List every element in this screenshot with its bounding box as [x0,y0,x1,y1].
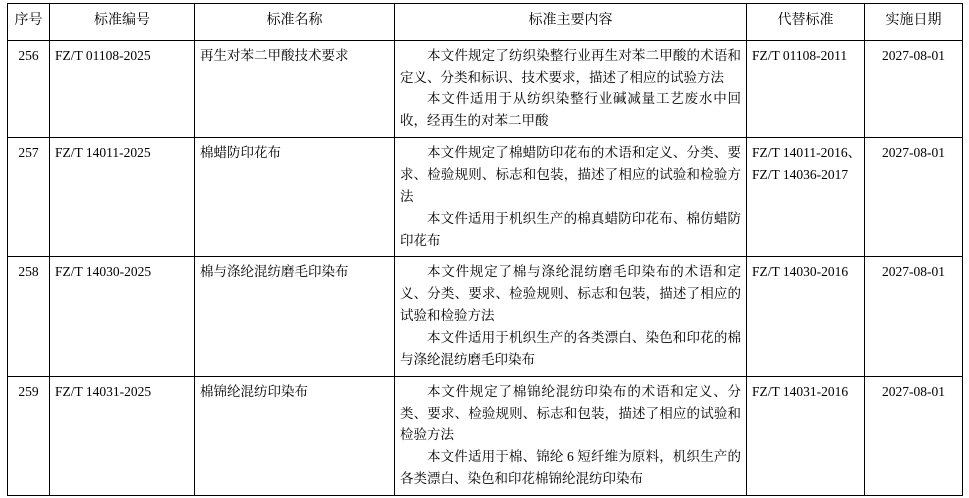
cell-replaced [747,376,865,495]
cell-content [395,376,747,495]
cell-content [395,257,747,376]
column-header-no: 序号 [8,4,50,41]
content-paragraph: 本文件适用于从纺织染整行业碱减量工艺废水中回收，经再生的对苯二甲酸 [400,91,741,129]
cell-date: 2027-08-01 [865,257,963,376]
cell-name: 棉锦纶混纺印染布 [195,376,395,495]
column-header-name: 标准名称 [195,4,395,41]
cell-no: 258 [8,257,50,376]
table-row [8,376,963,495]
column-header-code: 标准编号 [50,4,195,41]
content-paragraph: 本文件规定了棉与涤纶混纺磨毛印染布的术语和定义、分类、要求、检验规则、标志和包装，描述了相应的试验和检验方法 [400,264,741,324]
cell-no: 259 [8,376,50,495]
cell-no: 257 [8,138,50,257]
cell-date: 2027-08-01 [865,376,963,495]
table-row [8,257,963,376]
cell-content [395,40,747,137]
content-paragraph: 本文件规定了棉锦纶混纺印染布的术语和定义、分类、要求、检验规则、标志和包装，描述了相应的试验和检验方法 [400,383,741,443]
content-paragraph: 本文件规定了纺织染整行业再生对苯二甲酸的术语和定义、分类和标识、技术要求，描述了相应的试验方法 [400,47,741,85]
replaced-standard: FZ/T 14031-2016 [752,383,849,399]
table-row [8,40,963,137]
cell-name: 棉与涤纶混纺磨毛印染布 [195,257,395,376]
cell-code: FZ/T 01108-2025 [50,40,195,137]
content-paragraph: 本文件规定了棉蜡防印花布的术语和定义、分类、要求、检验规则、标志和包装，描述了相应的试验和检验方法 [400,145,741,204]
cell-name: 棉蜡防印花布 [195,138,395,257]
table-body [8,40,963,495]
standards-table [7,3,963,496]
document-page [0,3,969,498]
column-header-date: 实施日期 [865,4,963,41]
replaced-standard: FZ/T 01108-2011 [752,47,848,63]
cell-replaced [747,40,865,137]
content-paragraph: 本文件适用于棉、锦纶 6 短纤维为原料，机织生产的各类漂白、染色和印花棉锦纶混纺印染布 [400,449,741,487]
cell-content [395,138,747,257]
replaced-standard: FZ/T 14036-2017 [752,166,849,182]
cell-name: 再生对苯二甲酸技术要求 [195,40,395,137]
cell-code: FZ/T 14031-2025 [50,376,195,495]
content-paragraph: 本文件适用于机织生产的棉真蜡防印花布、棉仿蜡防印花布 [400,210,741,248]
cell-code: FZ/T 14030-2025 [50,257,195,376]
cell-replaced [747,138,865,257]
cell-date: 2027-08-01 [865,138,963,257]
cell-date: 2027-08-01 [865,40,963,137]
table-header-row [8,4,963,41]
column-header-replaced: 代替标准 [747,4,865,41]
cell-replaced [747,257,865,376]
replaced-standard: FZ/T 14030-2016 [752,264,849,280]
table-row [8,138,963,257]
cell-no: 256 [8,40,50,137]
content-paragraph: 本文件适用于机织生产的各类漂白、染色和印花的棉与涤纶混纺磨毛印染布 [400,329,741,367]
cell-code: FZ/T 14011-2025 [50,138,195,257]
column-header-content: 标准主要内容 [395,4,747,41]
table-header [8,4,963,41]
replaced-standard: FZ/T 14011-2016、 [752,145,862,161]
